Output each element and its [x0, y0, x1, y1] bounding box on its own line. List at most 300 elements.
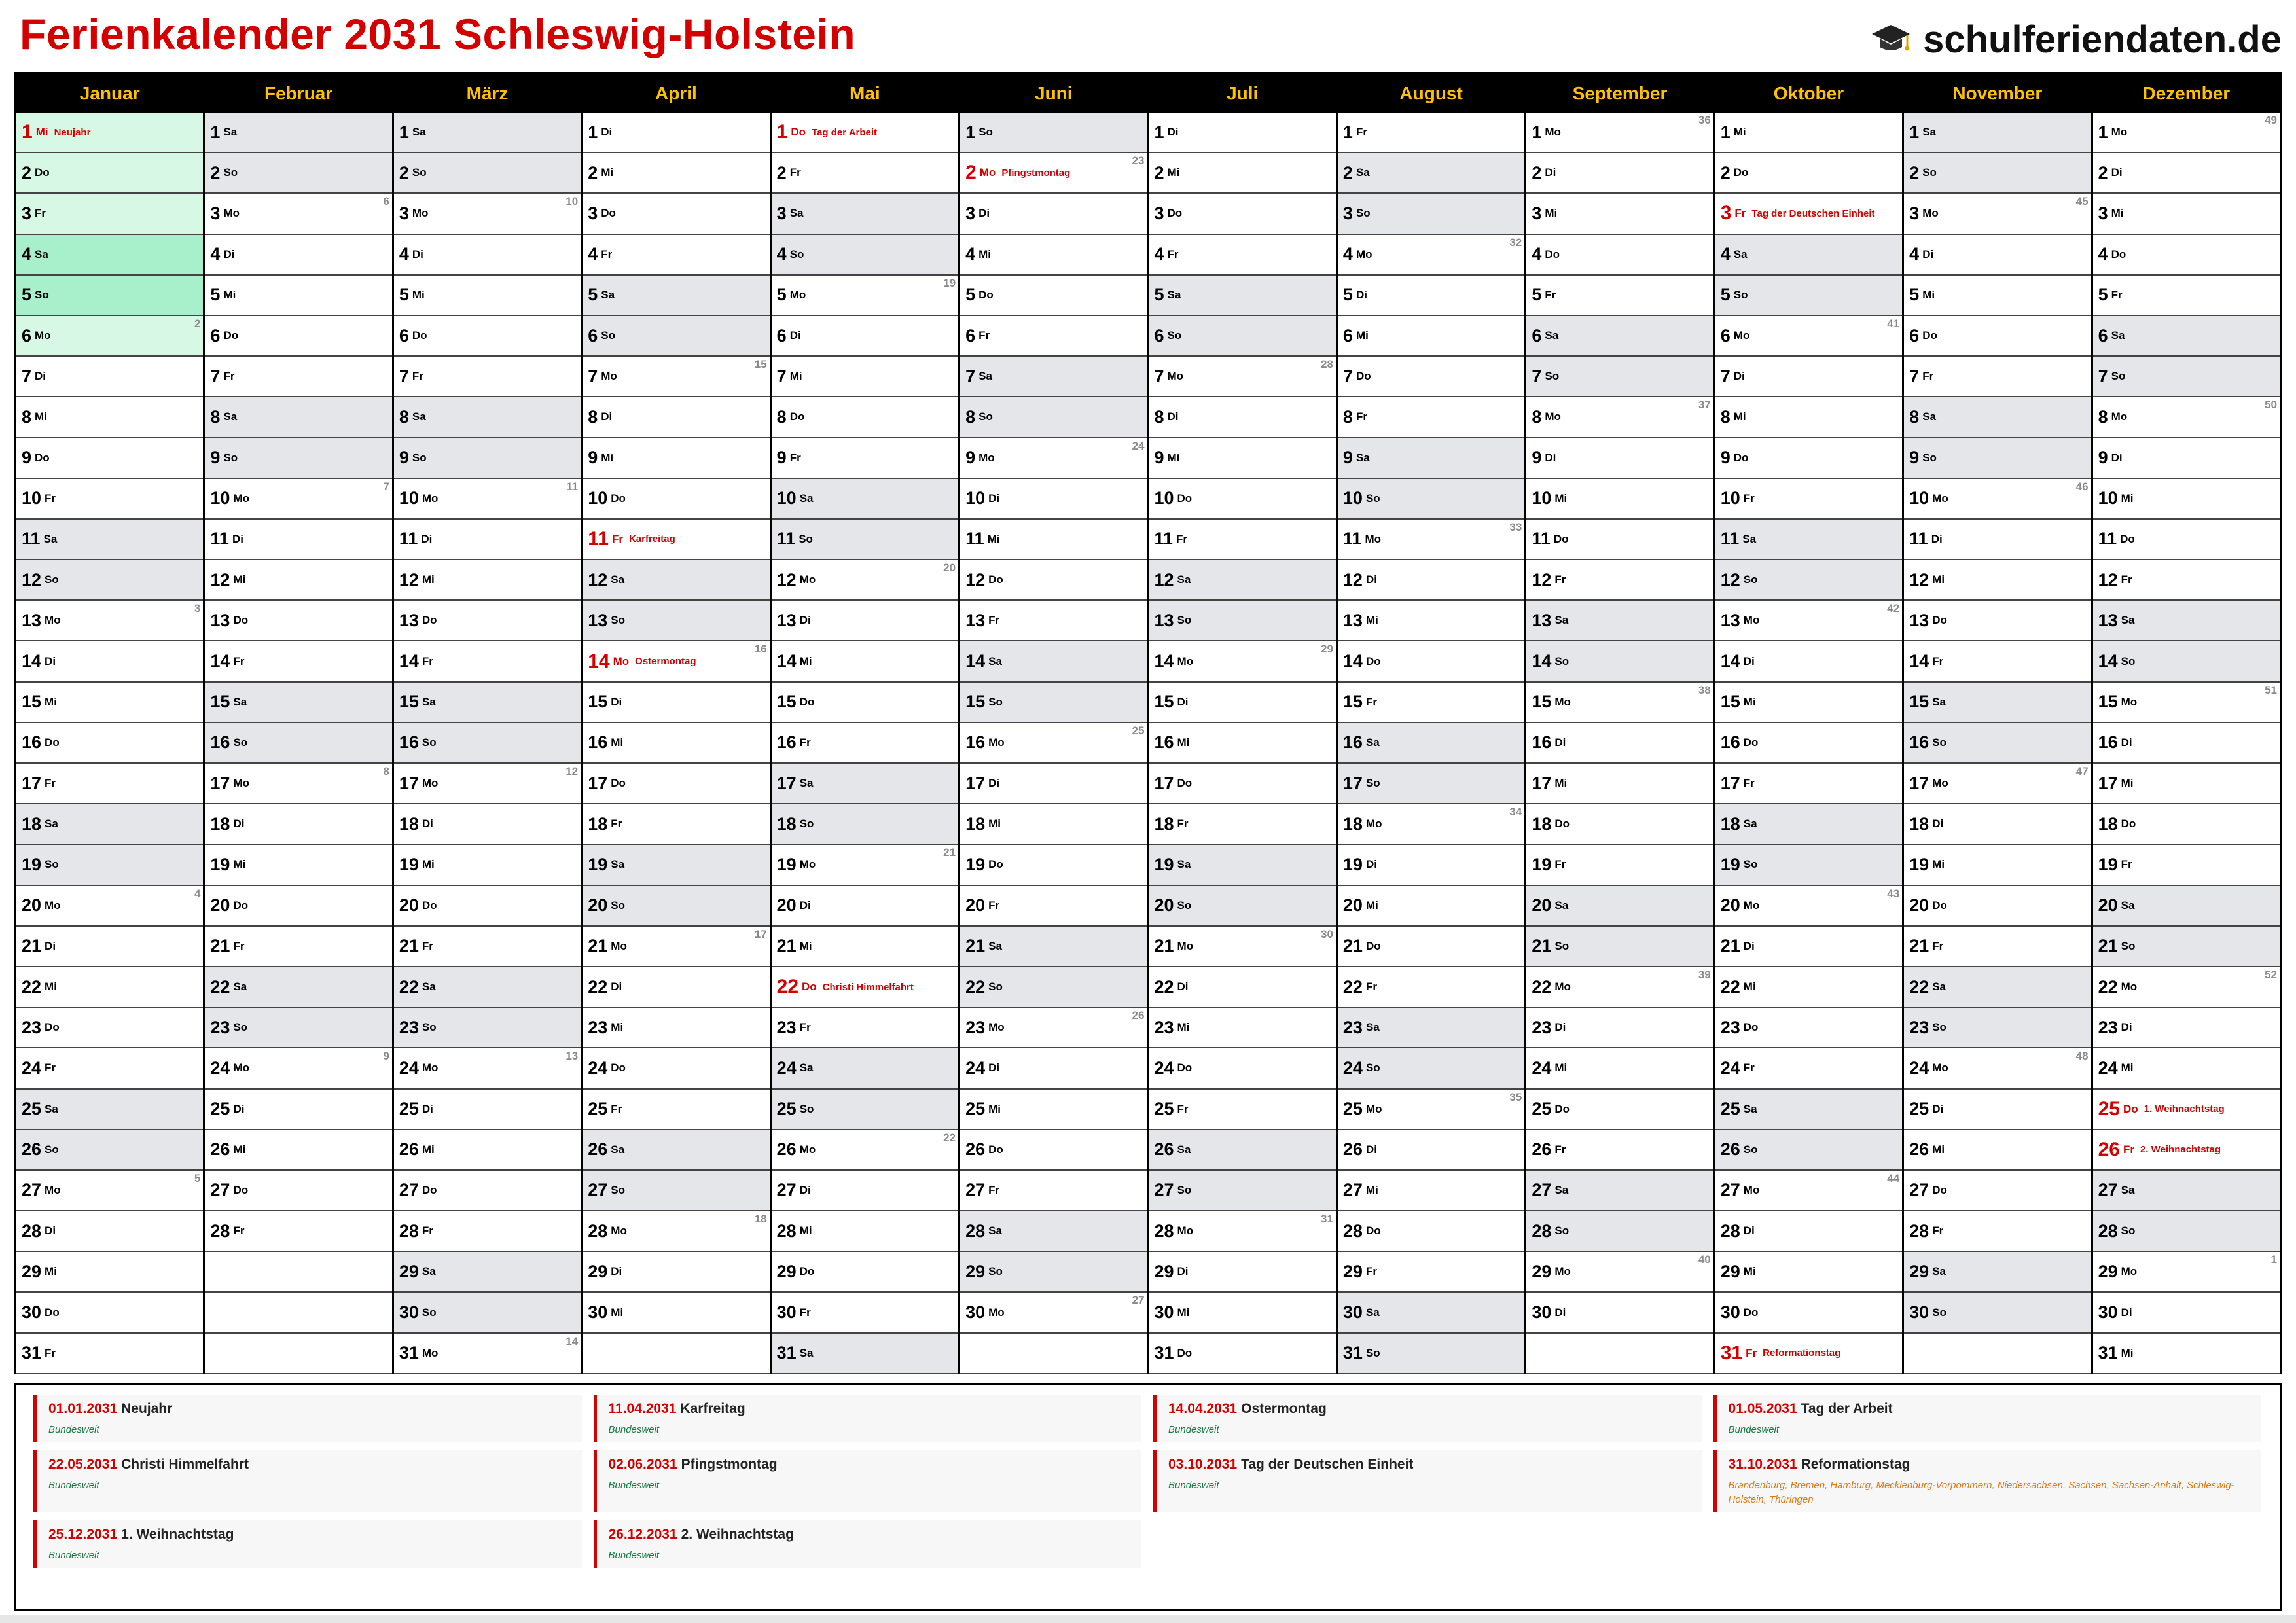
day-cell[interactable] — [1904, 113, 2090, 153]
day-cell[interactable] — [960, 1211, 1147, 1252]
day-cell[interactable] — [583, 1090, 769, 1130]
day-cell[interactable] — [1149, 1211, 1335, 1252]
day-cell[interactable] — [1904, 1171, 2090, 1211]
day-cell[interactable] — [1526, 113, 1713, 153]
day-cell[interactable] — [960, 601, 1147, 641]
day-cell[interactable] — [1338, 479, 1524, 520]
day-cell[interactable] — [772, 927, 958, 967]
day-cell[interactable] — [205, 967, 391, 1008]
day-cell[interactable] — [1338, 1334, 1524, 1374]
day-cell[interactable] — [1715, 397, 1902, 438]
day-cell[interactable] — [1904, 316, 2090, 357]
day-cell[interactable] — [1715, 520, 1902, 560]
day-cell[interactable] — [1338, 113, 1524, 153]
day-cell[interactable] — [1715, 276, 1902, 316]
day-cell[interactable] — [2093, 1211, 2280, 1252]
day-cell[interactable] — [16, 357, 203, 397]
day-cell[interactable] — [1715, 845, 1902, 885]
day-cell[interactable] — [1526, 438, 1713, 479]
day-cell[interactable] — [772, 235, 958, 276]
day-cell[interactable] — [960, 723, 1147, 764]
day-cell[interactable] — [2093, 276, 2280, 316]
day-cell[interactable] — [1149, 601, 1335, 641]
day-cell[interactable] — [394, 1008, 581, 1048]
day-cell[interactable] — [1715, 723, 1902, 764]
day-cell[interactable] — [583, 276, 769, 316]
day-cell[interactable] — [1715, 886, 1902, 927]
day-cell[interactable] — [1904, 560, 2090, 601]
day-cell[interactable] — [16, 683, 203, 723]
day-cell[interactable] — [2093, 1293, 2280, 1333]
day-cell[interactable] — [1904, 397, 2090, 438]
day-cell[interactable] — [1715, 1090, 1902, 1130]
day-cell[interactable] — [205, 560, 391, 601]
day-cell[interactable] — [1904, 1293, 2090, 1333]
day-cell[interactable] — [772, 1171, 958, 1211]
day-cell[interactable] — [205, 1211, 391, 1252]
day-cell[interactable] — [16, 927, 203, 967]
day-cell[interactable] — [772, 276, 958, 316]
day-cell[interactable] — [16, 520, 203, 560]
day-cell[interactable] — [2093, 601, 2280, 641]
day-cell[interactable] — [960, 683, 1147, 723]
day-cell[interactable] — [394, 1048, 581, 1089]
day-cell[interactable] — [16, 886, 203, 927]
day-cell[interactable] — [1715, 194, 1902, 234]
day-cell[interactable] — [1149, 886, 1335, 927]
day-cell[interactable] — [16, 764, 203, 804]
day-cell[interactable] — [205, 316, 391, 357]
day-cell[interactable] — [2093, 927, 2280, 967]
day-cell[interactable] — [1338, 601, 1524, 641]
day-cell[interactable] — [1715, 967, 1902, 1008]
day-cell[interactable] — [1526, 194, 1713, 234]
day-cell[interactable] — [1338, 1090, 1524, 1130]
day-cell[interactable] — [205, 194, 391, 234]
day-cell[interactable] — [1338, 886, 1524, 927]
day-cell[interactable] — [960, 1008, 1147, 1048]
day-cell[interactable] — [16, 194, 203, 234]
day-cell[interactable] — [583, 1211, 769, 1252]
day-cell[interactable] — [772, 1334, 958, 1374]
day-cell[interactable] — [394, 1171, 581, 1211]
day-cell[interactable] — [16, 804, 203, 845]
day-cell[interactable] — [1715, 560, 1902, 601]
day-cell[interactable] — [772, 1211, 958, 1252]
day-cell[interactable] — [1526, 927, 1713, 967]
day-cell[interactable] — [1149, 235, 1335, 276]
day-cell[interactable] — [1526, 886, 1713, 927]
day-cell[interactable] — [583, 520, 769, 560]
day-cell[interactable] — [772, 641, 958, 682]
day-cell[interactable] — [1715, 804, 1902, 845]
day-cell[interactable] — [16, 1334, 203, 1374]
day-cell[interactable] — [2093, 764, 2280, 804]
day-cell[interactable] — [16, 1252, 203, 1293]
day-cell[interactable] — [16, 560, 203, 601]
day-cell[interactable] — [1904, 886, 2090, 927]
day-cell[interactable] — [394, 1211, 581, 1252]
day-cell[interactable] — [1715, 153, 1902, 194]
day-cell[interactable] — [16, 235, 203, 276]
day-cell[interactable] — [960, 1130, 1147, 1171]
day-cell[interactable] — [2093, 520, 2280, 560]
day-cell[interactable] — [205, 438, 391, 479]
day-cell[interactable] — [205, 357, 391, 397]
day-cell[interactable] — [205, 601, 391, 641]
day-cell[interactable] — [1338, 438, 1524, 479]
day-cell[interactable] — [960, 886, 1147, 927]
day-cell[interactable] — [960, 764, 1147, 804]
day-cell[interactable] — [1715, 1211, 1902, 1252]
day-cell[interactable] — [1149, 1171, 1335, 1211]
day-cell[interactable] — [1526, 1130, 1713, 1171]
day-cell[interactable] — [205, 1171, 391, 1211]
day-cell[interactable] — [2093, 1252, 2280, 1293]
day-cell[interactable] — [1904, 967, 2090, 1008]
brand-logo[interactable] — [1871, 14, 2282, 64]
day-cell[interactable] — [960, 397, 1147, 438]
day-cell[interactable] — [1715, 601, 1902, 641]
day-cell[interactable] — [394, 1334, 581, 1374]
day-cell[interactable] — [16, 1090, 203, 1130]
day-cell[interactable] — [2093, 1048, 2280, 1089]
day-cell[interactable] — [2093, 1171, 2280, 1211]
day-cell[interactable] — [16, 1293, 203, 1333]
day-cell[interactable] — [1338, 927, 1524, 967]
day-cell[interactable] — [960, 1171, 1147, 1211]
day-cell[interactable] — [1526, 723, 1713, 764]
day-cell[interactable] — [583, 194, 769, 234]
day-cell[interactable] — [1338, 764, 1524, 804]
day-cell[interactable] — [2093, 479, 2280, 520]
day-cell[interactable] — [1338, 723, 1524, 764]
day-cell[interactable] — [394, 1090, 581, 1130]
day-cell[interactable] — [1904, 1048, 2090, 1089]
day-cell[interactable] — [1149, 520, 1335, 560]
day-cell[interactable] — [205, 641, 391, 682]
month-header[interactable]: Oktober — [1715, 74, 1902, 113]
day-cell[interactable] — [583, 1048, 769, 1089]
day-cell[interactable] — [2093, 683, 2280, 723]
day-cell[interactable] — [1904, 804, 2090, 845]
day-cell[interactable] — [1149, 1008, 1335, 1048]
day-cell[interactable] — [1526, 1293, 1713, 1333]
day-cell[interactable] — [1715, 357, 1902, 397]
day-cell[interactable] — [1526, 357, 1713, 397]
day-cell[interactable] — [1526, 276, 1713, 316]
day-cell[interactable] — [1149, 927, 1335, 967]
day-cell[interactable] — [1338, 1130, 1524, 1171]
day-cell[interactable] — [772, 357, 958, 397]
day-cell[interactable] — [772, 194, 958, 234]
day-cell[interactable] — [205, 1130, 391, 1171]
day-cell[interactable] — [960, 560, 1147, 601]
day-cell[interactable] — [960, 804, 1147, 845]
day-cell[interactable] — [16, 1008, 203, 1048]
day-cell[interactable] — [772, 886, 958, 927]
day-cell[interactable] — [16, 1171, 203, 1211]
day-cell[interactable] — [2093, 641, 2280, 682]
day-cell[interactable] — [394, 1130, 581, 1171]
day-cell[interactable] — [1149, 1252, 1335, 1293]
day-cell[interactable] — [1526, 1211, 1713, 1252]
day-cell[interactable] — [16, 316, 203, 357]
day-cell[interactable] — [1526, 1090, 1713, 1130]
day-cell[interactable] — [2093, 845, 2280, 885]
day-cell[interactable] — [1149, 194, 1335, 234]
day-cell[interactable] — [960, 1252, 1147, 1293]
day-cell[interactable] — [1715, 235, 1902, 276]
day-cell[interactable] — [772, 316, 958, 357]
day-cell[interactable] — [16, 1211, 203, 1252]
day-cell[interactable] — [1338, 1008, 1524, 1048]
day-cell[interactable] — [394, 479, 581, 520]
day-cell[interactable] — [394, 276, 581, 316]
day-cell[interactable] — [1715, 683, 1902, 723]
day-cell[interactable] — [1149, 723, 1335, 764]
day-cell[interactable] — [16, 641, 203, 682]
day-cell[interactable] — [583, 967, 769, 1008]
day-cell[interactable] — [394, 153, 581, 194]
day-cell[interactable] — [2093, 1130, 2280, 1171]
day-cell[interactable] — [394, 723, 581, 764]
day-cell[interactable] — [1715, 1171, 1902, 1211]
day-cell[interactable] — [2093, 1334, 2280, 1374]
day-cell[interactable] — [1149, 1090, 1335, 1130]
day-cell[interactable] — [2093, 560, 2280, 601]
day-cell[interactable] — [1149, 804, 1335, 845]
day-cell[interactable] — [1526, 560, 1713, 601]
day-cell[interactable] — [1149, 1048, 1335, 1089]
day-cell[interactable] — [394, 316, 581, 357]
day-cell[interactable] — [1338, 1211, 1524, 1252]
day-cell[interactable] — [772, 967, 958, 1008]
day-cell[interactable] — [16, 479, 203, 520]
month-header[interactable]: Mai — [772, 74, 958, 113]
day-cell[interactable] — [1149, 397, 1335, 438]
day-cell[interactable] — [1526, 601, 1713, 641]
day-cell[interactable] — [960, 153, 1147, 194]
day-cell[interactable] — [1715, 479, 1902, 520]
day-cell[interactable] — [16, 601, 203, 641]
day-cell[interactable] — [772, 845, 958, 885]
day-cell[interactable] — [772, 113, 958, 153]
day-cell[interactable] — [1526, 641, 1713, 682]
day-cell[interactable] — [1149, 1293, 1335, 1333]
day-cell[interactable] — [583, 683, 769, 723]
day-cell[interactable] — [394, 235, 581, 276]
day-cell[interactable] — [583, 845, 769, 885]
day-cell[interactable] — [1526, 967, 1713, 1008]
day-cell[interactable] — [583, 397, 769, 438]
month-header[interactable]: Juli — [1149, 74, 1335, 113]
day-cell[interactable] — [1715, 1048, 1902, 1089]
day-cell[interactable] — [772, 1293, 958, 1333]
day-cell[interactable] — [960, 235, 1147, 276]
day-cell[interactable] — [16, 967, 203, 1008]
day-cell[interactable] — [1526, 683, 1713, 723]
day-cell[interactable] — [394, 357, 581, 397]
day-cell[interactable] — [1715, 1334, 1902, 1374]
month-header[interactable]: Dezember — [2093, 74, 2280, 113]
day-cell[interactable] — [583, 153, 769, 194]
day-cell[interactable] — [394, 397, 581, 438]
day-cell[interactable] — [772, 520, 958, 560]
day-cell[interactable] — [960, 357, 1147, 397]
day-cell[interactable] — [205, 845, 391, 885]
day-cell[interactable] — [960, 479, 1147, 520]
day-cell[interactable] — [394, 601, 581, 641]
day-cell[interactable] — [1526, 235, 1713, 276]
day-cell[interactable] — [1526, 1171, 1713, 1211]
day-cell[interactable] — [2093, 113, 2280, 153]
day-cell[interactable] — [1149, 641, 1335, 682]
day-cell[interactable] — [1715, 927, 1902, 967]
day-cell[interactable] — [1904, 235, 2090, 276]
day-cell[interactable] — [960, 113, 1147, 153]
day-cell[interactable] — [394, 113, 581, 153]
day-cell[interactable] — [2093, 316, 2280, 357]
day-cell[interactable] — [394, 927, 581, 967]
day-cell[interactable] — [772, 1130, 958, 1171]
day-cell[interactable] — [1715, 1293, 1902, 1333]
day-cell[interactable] — [394, 967, 581, 1008]
day-cell[interactable] — [1338, 357, 1524, 397]
day-cell[interactable] — [583, 927, 769, 967]
day-cell[interactable] — [1338, 397, 1524, 438]
day-cell[interactable] — [1149, 113, 1335, 153]
month-header[interactable]: September — [1526, 74, 1713, 113]
day-cell[interactable] — [1904, 479, 2090, 520]
day-cell[interactable] — [1526, 520, 1713, 560]
day-cell[interactable] — [583, 1008, 769, 1048]
day-cell[interactable] — [1904, 438, 2090, 479]
day-cell[interactable] — [2093, 235, 2280, 276]
day-cell[interactable] — [1904, 1252, 2090, 1293]
day-cell[interactable] — [205, 886, 391, 927]
day-cell[interactable] — [1715, 641, 1902, 682]
day-cell[interactable] — [1149, 357, 1335, 397]
day-cell[interactable] — [960, 520, 1147, 560]
day-cell[interactable] — [1715, 1252, 1902, 1293]
day-cell[interactable] — [772, 683, 958, 723]
day-cell[interactable] — [394, 845, 581, 885]
day-cell[interactable] — [1715, 1130, 1902, 1171]
day-cell[interactable] — [1149, 438, 1335, 479]
day-cell[interactable] — [1338, 845, 1524, 885]
day-cell[interactable] — [205, 1048, 391, 1089]
day-cell[interactable] — [394, 520, 581, 560]
day-cell[interactable] — [772, 153, 958, 194]
day-cell[interactable] — [205, 683, 391, 723]
day-cell[interactable] — [1338, 520, 1524, 560]
day-cell[interactable] — [1526, 1252, 1713, 1293]
day-cell[interactable] — [772, 1008, 958, 1048]
day-cell[interactable] — [394, 886, 581, 927]
day-cell[interactable] — [2093, 723, 2280, 764]
day-cell[interactable] — [394, 641, 581, 682]
day-cell[interactable] — [960, 316, 1147, 357]
month-header[interactable]: August — [1338, 74, 1524, 113]
day-cell[interactable] — [1904, 357, 2090, 397]
day-cell[interactable] — [960, 1293, 1147, 1333]
day-cell[interactable] — [1338, 235, 1524, 276]
day-cell[interactable] — [1715, 316, 1902, 357]
day-cell[interactable] — [205, 113, 391, 153]
day-cell[interactable] — [205, 235, 391, 276]
day-cell[interactable] — [2093, 397, 2280, 438]
day-cell[interactable] — [583, 316, 769, 357]
day-cell[interactable] — [1338, 1293, 1524, 1333]
day-cell[interactable] — [1904, 1211, 2090, 1252]
day-cell[interactable] — [205, 520, 391, 560]
day-cell[interactable] — [583, 113, 769, 153]
month-header[interactable]: Februar — [205, 74, 391, 113]
day-cell[interactable] — [583, 438, 769, 479]
day-cell[interactable] — [1904, 683, 2090, 723]
day-cell[interactable] — [1526, 479, 1713, 520]
day-cell[interactable] — [1904, 1090, 2090, 1130]
month-header[interactable]: Juni — [960, 74, 1147, 113]
day-cell[interactable] — [1338, 683, 1524, 723]
day-cell[interactable] — [1338, 1252, 1524, 1293]
day-cell[interactable] — [772, 764, 958, 804]
day-cell[interactable] — [2093, 1090, 2280, 1130]
day-cell[interactable] — [583, 560, 769, 601]
day-cell[interactable] — [16, 1048, 203, 1089]
day-cell[interactable] — [1715, 438, 1902, 479]
day-cell[interactable] — [16, 153, 203, 194]
day-cell[interactable] — [16, 438, 203, 479]
day-cell[interactable] — [583, 1252, 769, 1293]
day-cell[interactable] — [960, 967, 1147, 1008]
day-cell[interactable] — [2093, 357, 2280, 397]
day-cell[interactable] — [1715, 1008, 1902, 1048]
day-cell[interactable] — [772, 804, 958, 845]
day-cell[interactable] — [772, 1090, 958, 1130]
day-cell[interactable] — [772, 397, 958, 438]
day-cell[interactable] — [16, 845, 203, 885]
day-cell[interactable] — [2093, 153, 2280, 194]
day-cell[interactable] — [205, 153, 391, 194]
day-cell[interactable] — [583, 235, 769, 276]
day-cell[interactable] — [960, 276, 1147, 316]
day-cell[interactable] — [205, 479, 391, 520]
day-cell[interactable] — [1904, 1130, 2090, 1171]
day-cell[interactable] — [1338, 560, 1524, 601]
day-cell[interactable] — [960, 438, 1147, 479]
day-cell[interactable] — [2093, 1008, 2280, 1048]
day-cell[interactable] — [960, 1048, 1147, 1089]
day-cell[interactable] — [1904, 153, 2090, 194]
day-cell[interactable] — [1526, 845, 1713, 885]
month-header[interactable]: Januar — [16, 74, 203, 113]
day-cell[interactable] — [2093, 804, 2280, 845]
day-cell[interactable] — [960, 1090, 1147, 1130]
day-cell[interactable] — [1338, 967, 1524, 1008]
day-cell[interactable] — [960, 845, 1147, 885]
day-cell[interactable] — [583, 357, 769, 397]
day-cell[interactable] — [1149, 153, 1335, 194]
day-cell[interactable] — [1904, 194, 2090, 234]
day-cell[interactable] — [1149, 764, 1335, 804]
day-cell[interactable] — [1338, 153, 1524, 194]
day-cell[interactable] — [583, 1171, 769, 1211]
day-cell[interactable] — [1526, 1048, 1713, 1089]
day-cell[interactable] — [1338, 316, 1524, 357]
day-cell[interactable] — [2093, 886, 2280, 927]
